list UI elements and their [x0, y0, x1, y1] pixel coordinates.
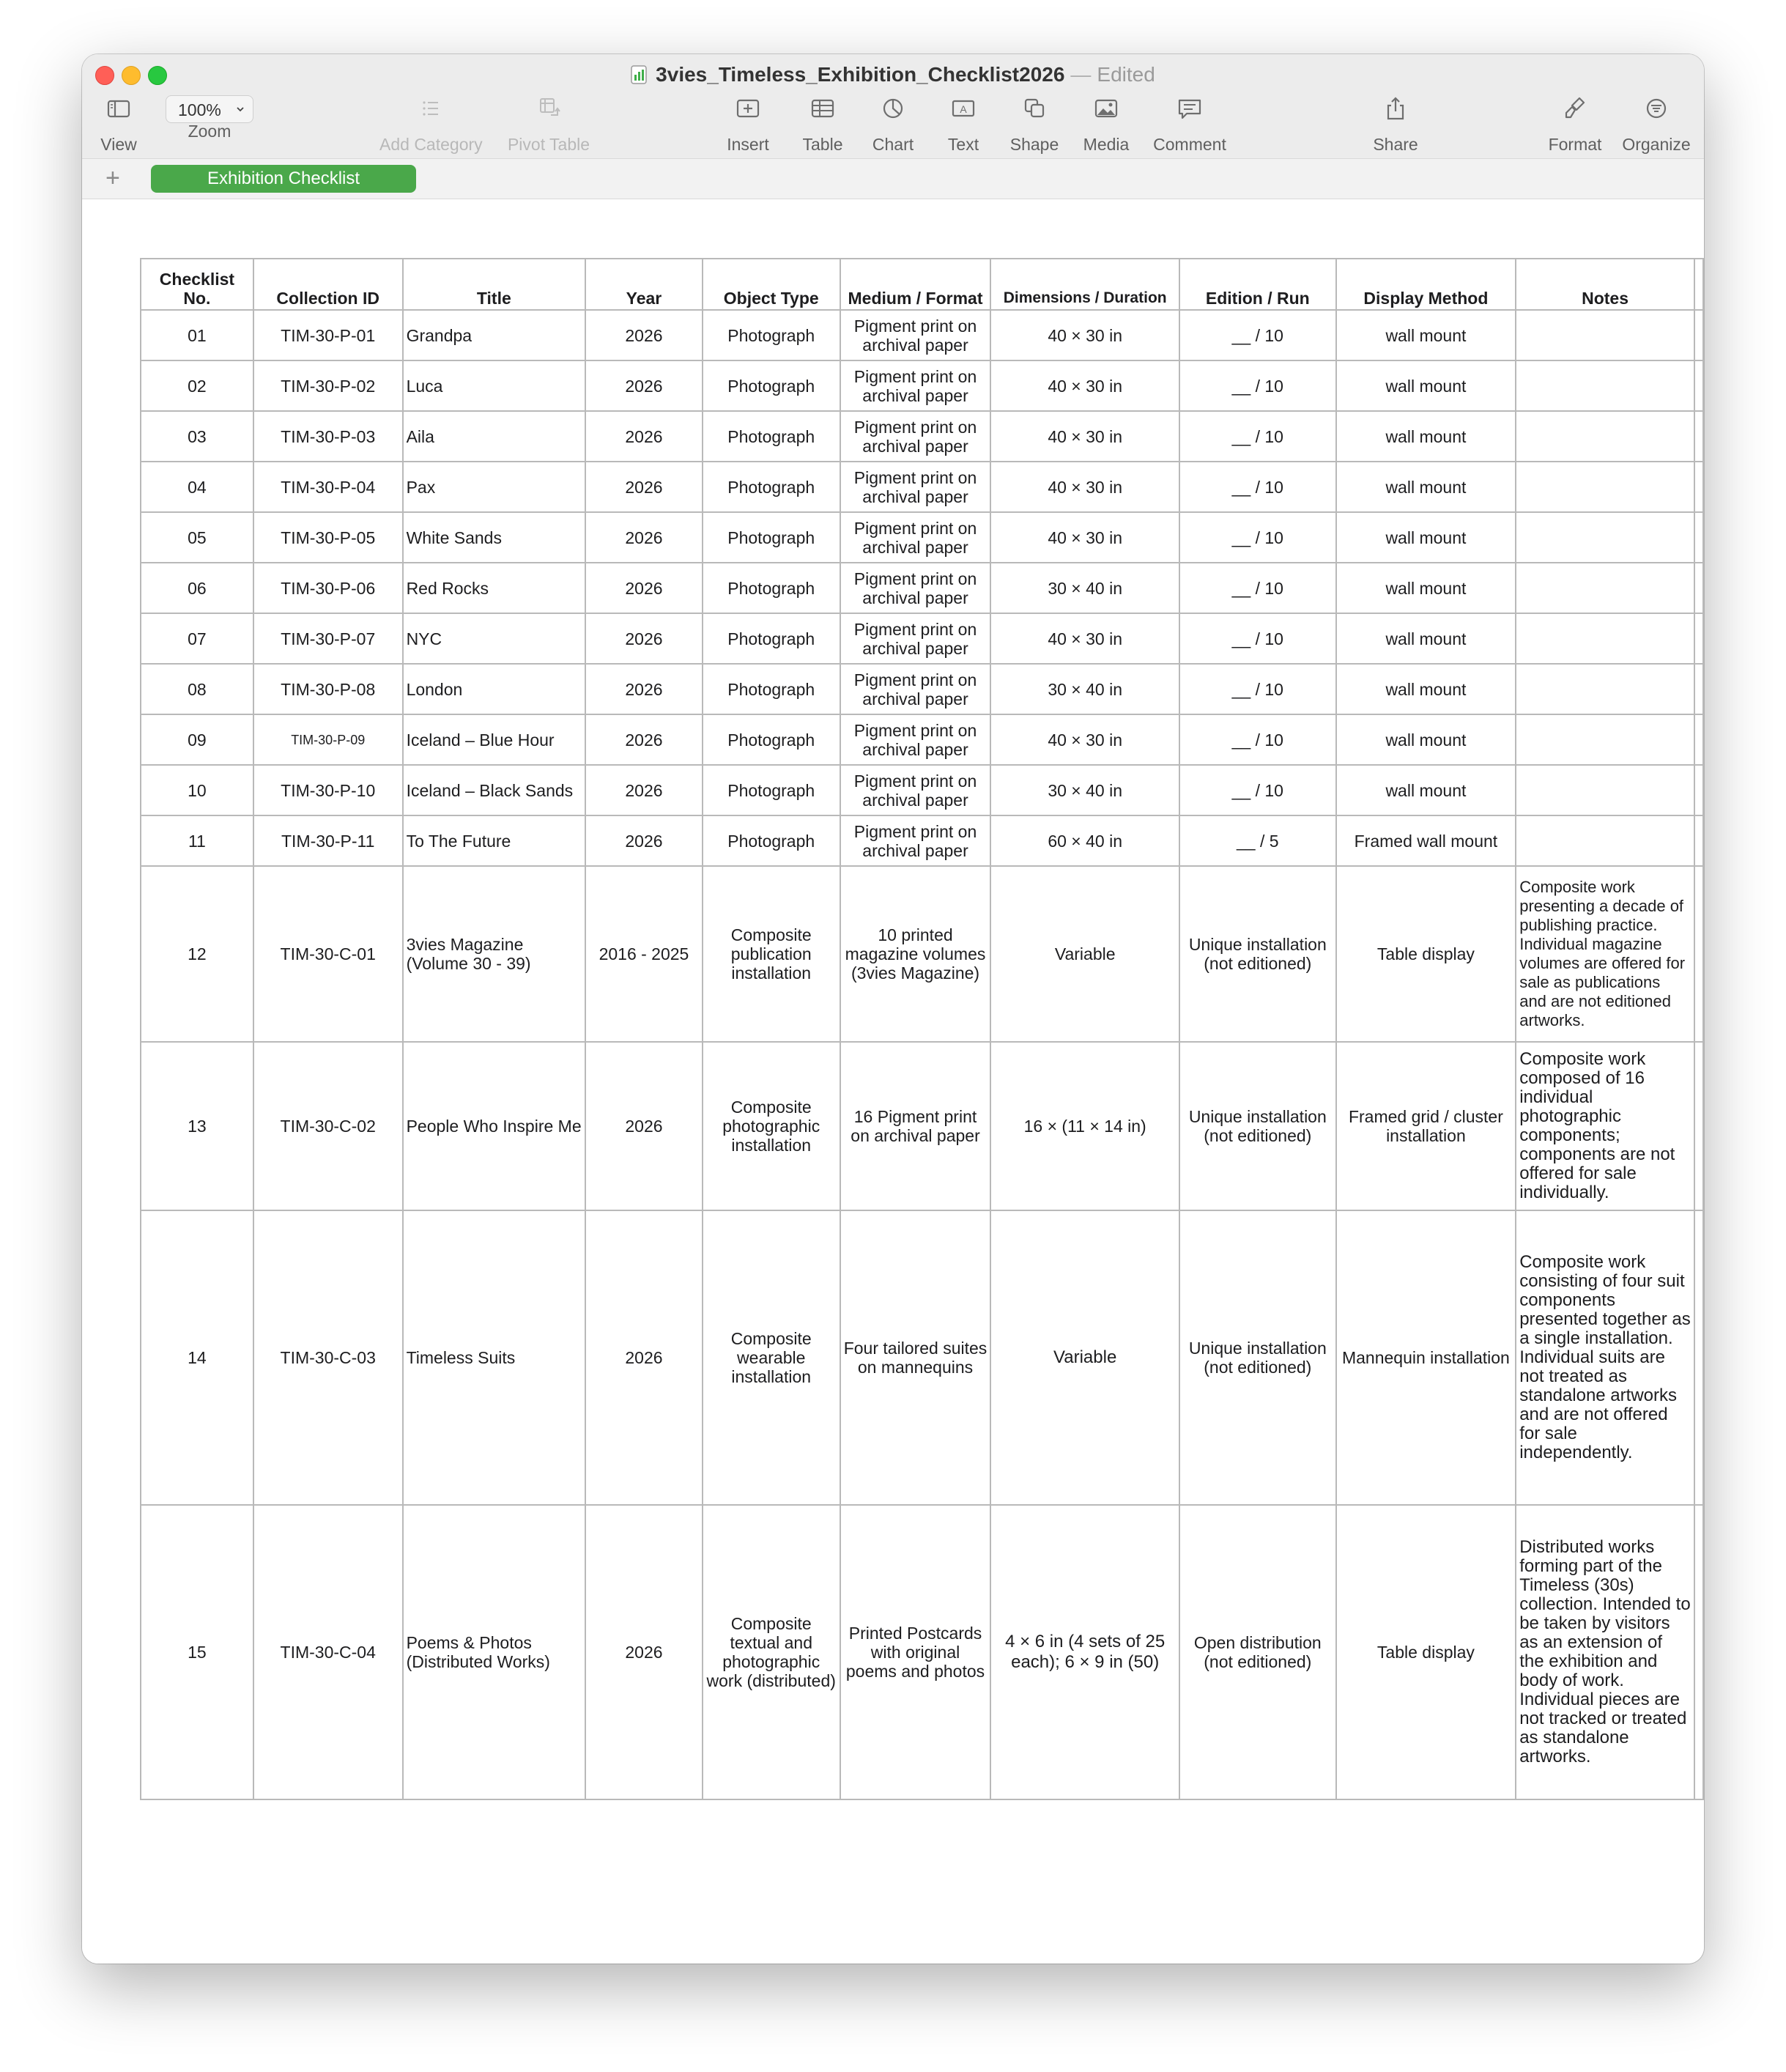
- table-cell[interactable]: TIM-30-P-04: [253, 462, 403, 512]
- table-cell[interactable]: [1516, 360, 1694, 411]
- table-cell[interactable]: 05: [141, 512, 253, 563]
- shape-icon: [1017, 95, 1052, 122]
- photo-icon: [1089, 95, 1124, 122]
- table-cell[interactable]: wall mount: [1336, 310, 1516, 360]
- table-cell[interactable]: Iceland – Black Sands: [403, 765, 586, 815]
- table-cell[interactable]: 14: [141, 1210, 253, 1505]
- table-cell[interactable]: Photograph: [703, 613, 840, 664]
- media-label: Media: [1083, 135, 1130, 154]
- table-cell[interactable]: Variable: [990, 866, 1179, 1042]
- table-cell[interactable]: wall mount: [1336, 563, 1516, 613]
- table-cell[interactable]: Pigment print on archival paper: [840, 310, 991, 360]
- format-button[interactable]: [1538, 95, 1612, 155]
- table-cell[interactable]: Pax: [403, 462, 586, 512]
- table-cell[interactable]: Red Rocks: [403, 563, 586, 613]
- table-cell[interactable]: [1516, 613, 1694, 664]
- column-header[interactable]: Title: [403, 259, 586, 310]
- table-cell[interactable]: 2026: [585, 462, 703, 512]
- table-cell[interactable]: TIM-30-P-07: [253, 613, 403, 664]
- table-cell[interactable]: __ / 10: [1179, 765, 1336, 815]
- table-cell[interactable]: [1516, 765, 1694, 815]
- table-cell[interactable]: 40 × 30 in: [990, 613, 1179, 664]
- table-button[interactable]: [790, 95, 856, 155]
- table-cell[interactable]: 09: [141, 714, 253, 765]
- column-header[interactable]: Year: [585, 259, 703, 310]
- table-cell[interactable]: 2026: [585, 613, 703, 664]
- table-cell[interactable]: TIM-30-C-02: [253, 1042, 403, 1210]
- extra-cell[interactable]: [1694, 563, 1703, 613]
- table-cell[interactable]: Grandpa: [403, 310, 586, 360]
- table-cell[interactable]: 4 × 6 in (4 sets of 25 each); 6 × 9 in (50): [990, 1505, 1179, 1799]
- table-cell[interactable]: 40 × 30 in: [990, 310, 1179, 360]
- column-header[interactable]: Notes: [1516, 259, 1694, 310]
- column-header[interactable]: Medium / Format: [840, 259, 991, 310]
- table-cell[interactable]: 2026: [585, 563, 703, 613]
- pivot-table-icon: [531, 95, 566, 122]
- table-cell[interactable]: wall mount: [1336, 411, 1516, 462]
- chart-icon: [875, 95, 911, 122]
- numbers-window: [82, 54, 1704, 1964]
- table-cell[interactable]: Pigment print on archival paper: [840, 664, 991, 714]
- extra-cell[interactable]: [1694, 866, 1703, 1042]
- extra-cell[interactable]: [1694, 1210, 1703, 1505]
- table-cell[interactable]: Photograph: [703, 360, 840, 411]
- extra-cell[interactable]: [1694, 714, 1703, 765]
- table-cell[interactable]: To The Future: [403, 815, 586, 866]
- zoom-select[interactable]: [166, 95, 253, 123]
- table-cell[interactable]: Composite textual and photographic work (distributed): [703, 1505, 840, 1799]
- table-row: [141, 714, 1703, 765]
- table-cell[interactable]: wall mount: [1336, 613, 1516, 664]
- text-box-icon: [946, 95, 981, 122]
- table-row: [141, 765, 1703, 815]
- table-cell[interactable]: TIM-30-P-11: [253, 815, 403, 866]
- column-header[interactable]: Dimensions / Duration: [990, 259, 1179, 310]
- table-cell[interactable]: 2026: [585, 815, 703, 866]
- table-cell[interactable]: 11: [141, 815, 253, 866]
- table-cell[interactable]: Table display: [1336, 866, 1516, 1042]
- table-cell[interactable]: __ / 10: [1179, 613, 1336, 664]
- table-row: [141, 664, 1703, 714]
- comment-button[interactable]: [1146, 95, 1234, 155]
- pivot-table-button[interactable]: [501, 95, 596, 155]
- table-cell[interactable]: __ / 10: [1179, 714, 1336, 765]
- document-title: [82, 62, 1704, 88]
- shape-label: Shape: [1009, 135, 1059, 154]
- extra-cell[interactable]: [1694, 765, 1703, 815]
- extra-cell[interactable]: [1694, 310, 1703, 360]
- share-button[interactable]: [1363, 95, 1429, 155]
- table-cell[interactable]: [1516, 310, 1694, 360]
- table-cell[interactable]: TIM-30-C-04: [253, 1505, 403, 1799]
- title-separator: —: [1070, 63, 1092, 86]
- table-cell[interactable]: __ / 10: [1179, 563, 1336, 613]
- table-cell[interactable]: Iceland – Blue Hour: [403, 714, 586, 765]
- table-cell[interactable]: TIM-30-P-08: [253, 664, 403, 714]
- checklist-table[interactable]: [140, 258, 1704, 1800]
- table-row: [141, 1210, 1703, 1505]
- table-cell[interactable]: [1516, 411, 1694, 462]
- table-cell[interactable]: Aila: [403, 411, 586, 462]
- column-header[interactable]: Collection ID: [253, 259, 403, 310]
- table-cell[interactable]: __ / 10: [1179, 664, 1336, 714]
- table-cell[interactable]: 06: [141, 563, 253, 613]
- organize-label: Organize: [1622, 135, 1691, 154]
- table-cell[interactable]: [1516, 815, 1694, 866]
- table-cell[interactable]: __ / 10: [1179, 512, 1336, 563]
- table-cell[interactable]: White Sands: [403, 512, 586, 563]
- table-cell[interactable]: Distributed works forming part of the Timeless (30s) collection. Intended to be taken by visitors as an extension of the exhibition and body of work. Individual pieces are not tracked or treated as standalone artworks.: [1516, 1505, 1694, 1799]
- table-cell[interactable]: 02: [141, 360, 253, 411]
- table-cell[interactable]: 03: [141, 411, 253, 462]
- extra-cell[interactable]: [1694, 815, 1703, 866]
- extra-cell[interactable]: [1694, 613, 1703, 664]
- table-cell[interactable]: 15: [141, 1505, 253, 1799]
- svg-text:A: A: [960, 103, 967, 115]
- table-cell[interactable]: [1516, 714, 1694, 765]
- table-row: [141, 360, 1703, 411]
- extra-cell[interactable]: [1694, 360, 1703, 411]
- column-header[interactable]: Checklist No.: [141, 259, 253, 310]
- table-cell[interactable]: Pigment print on archival paper: [840, 512, 991, 563]
- table-cell[interactable]: __ / 10: [1179, 411, 1336, 462]
- extra-cell[interactable]: [1694, 664, 1703, 714]
- column-header[interactable]: Display Method: [1336, 259, 1516, 310]
- table-cell[interactable]: Composite work presenting a decade of publishing practice. Individual magazine volumes are offered for sale as publications and are not editioned artworks.: [1516, 866, 1694, 1042]
- add-category-label: Add Category: [379, 135, 483, 154]
- table-cell[interactable]: TIM-30-P-05: [253, 512, 403, 563]
- table-cell[interactable]: TIM-30-C-03: [253, 1210, 403, 1505]
- table-cell[interactable]: [1516, 664, 1694, 714]
- table-cell[interactable]: Timeless Suits: [403, 1210, 586, 1505]
- table-cell[interactable]: 40 × 30 in: [990, 360, 1179, 411]
- extra-column[interactable]: [1694, 259, 1703, 310]
- table-cell[interactable]: wall mount: [1336, 664, 1516, 714]
- table-cell[interactable]: 07: [141, 613, 253, 664]
- table-row: [141, 1505, 1703, 1799]
- table-cell[interactable]: TIM-30-P-03: [253, 411, 403, 462]
- table-cell[interactable]: wall mount: [1336, 462, 1516, 512]
- table-cell[interactable]: Pigment print on archival paper: [840, 613, 991, 664]
- table-row: [141, 411, 1703, 462]
- table-cell[interactable]: Pigment print on archival paper: [840, 815, 991, 866]
- titlebar: [82, 54, 1704, 158]
- table-cell[interactable]: 40 × 30 in: [990, 462, 1179, 512]
- table-cell[interactable]: 01: [141, 310, 253, 360]
- view-button[interactable]: [89, 95, 148, 155]
- table-cell[interactable]: Pigment print on archival paper: [840, 563, 991, 613]
- table-cell[interactable]: Pigment print on archival paper: [840, 714, 991, 765]
- list-icon: [413, 95, 448, 122]
- chevron-down-icon: [237, 106, 244, 113]
- table-cell[interactable]: Variable: [990, 1210, 1179, 1505]
- table-cell[interactable]: __ / 10: [1179, 462, 1336, 512]
- document-status: Edited: [1097, 63, 1155, 86]
- table-cell[interactable]: __ / 10: [1179, 310, 1336, 360]
- table-cell[interactable]: 10: [141, 765, 253, 815]
- table-cell[interactable]: Photograph: [703, 664, 840, 714]
- table-cell[interactable]: London: [403, 664, 586, 714]
- table-cell[interactable]: Composite photographic installation: [703, 1042, 840, 1210]
- table-cell[interactable]: Mannequin installation: [1336, 1210, 1516, 1505]
- table-cell[interactable]: TIM-30-P-02: [253, 360, 403, 411]
- zoom-value: 100%: [178, 100, 221, 119]
- table-cell[interactable]: Composite work consisting of four suit components presented together as a single installation. Individual suits are not treated as standalone artworks and are not offered for sale independently.: [1516, 1210, 1694, 1505]
- table-label: Table: [802, 135, 843, 154]
- table-cell[interactable]: TIM-30-P-10: [253, 765, 403, 815]
- zoom-label-wrap: [180, 122, 239, 141]
- share-label: Share: [1373, 135, 1418, 154]
- format-label: Format: [1548, 135, 1602, 154]
- table-row: [141, 310, 1703, 360]
- table-cell[interactable]: Photograph: [703, 512, 840, 563]
- insert-button[interactable]: [715, 95, 781, 155]
- table-cell[interactable]: 12: [141, 866, 253, 1042]
- shape-button[interactable]: [999, 95, 1070, 155]
- table-cell[interactable]: 04: [141, 462, 253, 512]
- table-cell[interactable]: Open distribution (not editioned): [1179, 1505, 1336, 1799]
- table-row: [141, 563, 1703, 613]
- table-row: [141, 815, 1703, 866]
- table-cell[interactable]: Unique installation (not editioned): [1179, 866, 1336, 1042]
- table-cell[interactable]: Photograph: [703, 815, 840, 866]
- table-cell[interactable]: Pigment print on archival paper: [840, 462, 991, 512]
- table-cell[interactable]: 13: [141, 1042, 253, 1210]
- table-cell[interactable]: Composite wearable installation: [703, 1210, 840, 1505]
- table-cell[interactable]: Poems & Photos (Distributed Works): [403, 1505, 586, 1799]
- table-cell[interactable]: 2026: [585, 1505, 703, 1799]
- table-row: [141, 512, 1703, 563]
- insert-icon: [730, 95, 766, 122]
- table-cell[interactable]: Composite work composed of 16 individual photographic components; components are not offered for sale individually.: [1516, 1042, 1694, 1210]
- table-cell[interactable]: Framed wall mount: [1336, 815, 1516, 866]
- table-cell[interactable]: [1516, 563, 1694, 613]
- table-cell[interactable]: Luca: [403, 360, 586, 411]
- table-cell[interactable]: 3vies Magazine (Volume 30 - 39): [403, 866, 586, 1042]
- table-cell[interactable]: TIM-30-P-06: [253, 563, 403, 613]
- zoom-label: Zoom: [188, 122, 231, 141]
- table-cell[interactable]: 60 × 40 in: [990, 815, 1179, 866]
- table-cell[interactable]: Composite publication installation: [703, 866, 840, 1042]
- extra-cell[interactable]: [1694, 411, 1703, 462]
- table-cell[interactable]: People Who Inspire Me: [403, 1042, 586, 1210]
- table-cell[interactable]: 2026: [585, 512, 703, 563]
- table-cell[interactable]: Photograph: [703, 411, 840, 462]
- table-cell[interactable]: Table display: [1336, 1505, 1516, 1799]
- table-cell[interactable]: 2026: [585, 360, 703, 411]
- column-header[interactable]: Edition / Run: [1179, 259, 1336, 310]
- table-cell[interactable]: 16 Pigment print on archival paper: [840, 1042, 991, 1210]
- table-cell[interactable]: 2026: [585, 411, 703, 462]
- table-cell[interactable]: wall mount: [1336, 360, 1516, 411]
- table-cell[interactable]: 08: [141, 664, 253, 714]
- table-icon: [805, 95, 840, 122]
- table-cell[interactable]: Unique installation (not editioned): [1179, 1042, 1336, 1210]
- table-cell[interactable]: 2026: [585, 1042, 703, 1210]
- table-cell[interactable]: 40 × 30 in: [990, 714, 1179, 765]
- table-cell[interactable]: Framed grid / cluster installation: [1336, 1042, 1516, 1210]
- sheet-tab-exhibition-checklist[interactable]: Exhibition Checklist: [151, 165, 416, 193]
- share-icon: [1378, 95, 1413, 122]
- paintbrush-icon: [1557, 95, 1593, 122]
- table-cell[interactable]: 40 × 30 in: [990, 512, 1179, 563]
- chart-label: Chart: [872, 135, 914, 154]
- table-cell[interactable]: 10 printed magazine volumes (3vies Magazine): [840, 866, 991, 1042]
- chart-button[interactable]: [860, 95, 926, 155]
- extra-cell[interactable]: [1694, 1505, 1703, 1799]
- add-category-button[interactable]: [379, 95, 482, 155]
- table-cell[interactable]: Four tailored suites on mannequins: [840, 1210, 991, 1505]
- table-cell[interactable]: wall mount: [1336, 765, 1516, 815]
- table-cell[interactable]: Unique installation (not editioned): [1179, 1210, 1336, 1505]
- table-row: [141, 1042, 1703, 1210]
- table-cell[interactable]: Photograph: [703, 714, 840, 765]
- table-cell[interactable]: Pigment print on archival paper: [840, 360, 991, 411]
- view-label: View: [100, 135, 137, 154]
- comment-label: Comment: [1153, 135, 1226, 154]
- table-cell[interactable]: Printed Postcards with original poems and photos: [840, 1505, 991, 1799]
- table-cell[interactable]: Pigment print on archival paper: [840, 765, 991, 815]
- table-cell[interactable]: Photograph: [703, 462, 840, 512]
- extra-cell[interactable]: [1694, 512, 1703, 563]
- numbers-document-icon: [631, 65, 647, 84]
- sheet-canvas: [82, 199, 1704, 1964]
- table-cell[interactable]: 30 × 40 in: [990, 664, 1179, 714]
- table-cell[interactable]: wall mount: [1336, 714, 1516, 765]
- header-row: [141, 259, 1703, 310]
- media-button[interactable]: [1071, 95, 1141, 155]
- organize-icon: [1639, 95, 1674, 122]
- table-row: [141, 866, 1703, 1042]
- comment-icon: [1172, 95, 1207, 122]
- extra-cell[interactable]: [1694, 1042, 1703, 1210]
- insert-label: Insert: [727, 135, 769, 154]
- table-cell[interactable]: Photograph: [703, 310, 840, 360]
- table-cell[interactable]: TIM-30-C-01: [253, 866, 403, 1042]
- table-cell[interactable]: 16 × (11 × 14 in): [990, 1042, 1179, 1210]
- table-cell[interactable]: NYC: [403, 613, 586, 664]
- table-cell[interactable]: Pigment print on archival paper: [840, 411, 991, 462]
- table-row: [141, 613, 1703, 664]
- table-cell[interactable]: TIM-30-P-09: [253, 714, 403, 765]
- table-cell[interactable]: 2026: [585, 664, 703, 714]
- table-cell[interactable]: 2016 - 2025: [585, 866, 703, 1042]
- table-cell[interactable]: 30 × 40 in: [990, 563, 1179, 613]
- table-cell[interactable]: __ / 10: [1179, 360, 1336, 411]
- table-row: [141, 462, 1703, 512]
- sidebar-icon: [101, 95, 136, 122]
- table-cell[interactable]: [1516, 462, 1694, 512]
- extra-cell[interactable]: [1694, 462, 1703, 512]
- table-cell[interactable]: Photograph: [703, 563, 840, 613]
- sheet-tab-bar: [82, 158, 1704, 199]
- table-cell[interactable]: 2026: [585, 1210, 703, 1505]
- document-name: 3vies_Timeless_Exhibition_Checklist2026: [656, 63, 1065, 86]
- column-header[interactable]: Object Type: [703, 259, 840, 310]
- table-cell[interactable]: TIM-30-P-01: [253, 310, 403, 360]
- table-cell[interactable]: wall mount: [1336, 512, 1516, 563]
- table-cell[interactable]: 2026: [585, 765, 703, 815]
- add-sheet-button[interactable]: +: [105, 164, 120, 192]
- text-label: Text: [947, 135, 979, 154]
- text-button[interactable]: [930, 95, 996, 155]
- table-cell[interactable]: 2026: [585, 310, 703, 360]
- table-cell[interactable]: [1516, 512, 1694, 563]
- table-cell[interactable]: 40 × 30 in: [990, 411, 1179, 462]
- table-cell[interactable]: Photograph: [703, 765, 840, 815]
- table-cell[interactable]: 2026: [585, 714, 703, 765]
- table-cell[interactable]: __ / 5: [1179, 815, 1336, 866]
- pivot-table-label: Pivot Table: [507, 135, 590, 154]
- table-cell[interactable]: 30 × 40 in: [990, 765, 1179, 815]
- organize-button[interactable]: [1616, 95, 1697, 155]
